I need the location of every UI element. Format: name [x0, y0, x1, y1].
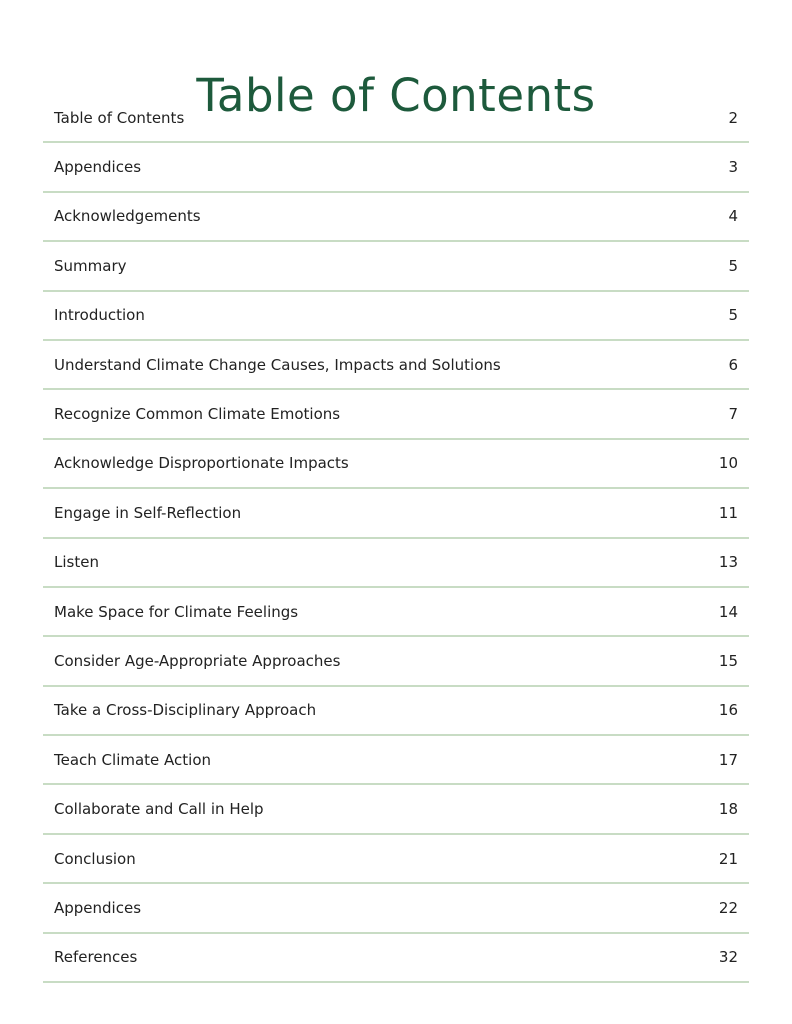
toc-entry-label: Consider Age-Appropriate Approaches — [54, 651, 341, 670]
toc-entry-label: Engage in Self-Reflection — [54, 503, 242, 522]
toc-entry-page: 4 — [728, 207, 738, 226]
toc-entry[interactable] — [43, 489, 749, 538]
toc-entry[interactable] — [43, 588, 749, 637]
toc-entry-page: 21 — [718, 849, 738, 868]
toc-entry-page: 22 — [718, 898, 738, 917]
toc-entry-page: 7 — [728, 405, 738, 424]
toc-entry-page: 16 — [718, 701, 738, 720]
toc-entry[interactable] — [43, 341, 749, 390]
toc-entry-label: Table of Contents — [54, 108, 185, 127]
toc-entry-page: 15 — [718, 651, 738, 670]
toc-entry[interactable] — [43, 440, 749, 489]
toc-entry[interactable] — [43, 390, 749, 439]
toc-entry[interactable] — [43, 736, 749, 785]
toc-entry-page: 10 — [718, 454, 738, 473]
toc-entry-page: 13 — [718, 553, 738, 572]
table-of-contents — [43, 94, 749, 983]
toc-entry-page: 11 — [718, 503, 738, 522]
toc-entry-label: Summary — [54, 256, 127, 275]
toc-entry-label: Recognize Common Climate Emotions — [54, 405, 341, 424]
toc-entry[interactable] — [43, 292, 749, 341]
toc-entry[interactable] — [43, 539, 749, 588]
page-title: Table of Contents — [196, 69, 596, 123]
toc-entry[interactable] — [43, 242, 749, 291]
toc-entry[interactable] — [43, 884, 749, 933]
toc-entry-page: 5 — [728, 306, 738, 325]
toc-entry[interactable] — [43, 785, 749, 834]
toc-entry[interactable] — [43, 637, 749, 686]
toc-entry[interactable] — [43, 193, 749, 242]
toc-entry[interactable] — [43, 94, 749, 143]
toc-entry-label: Acknowledge Disproportionate Impacts — [54, 454, 349, 473]
toc-entry[interactable] — [43, 835, 749, 884]
toc-entry-label: Collaborate and Call in Help — [54, 800, 264, 819]
toc-entry-label: Teach Climate Action — [54, 750, 212, 769]
toc-entry[interactable] — [43, 934, 749, 983]
toc-entry-label: Introduction — [54, 306, 145, 325]
toc-entry-page: 5 — [728, 256, 738, 275]
toc-entry-page: 32 — [718, 948, 738, 967]
toc-entry-label: Appendices — [54, 898, 142, 917]
toc-entry-label: Understand Climate Change Causes, Impacts and Solutions — [54, 355, 501, 374]
toc-entry-label: References — [54, 948, 138, 967]
toc-entry[interactable] — [43, 687, 749, 736]
toc-entry-page: 18 — [718, 800, 738, 819]
toc-entry-label: Take a Cross-Disciplinary Approach — [54, 701, 317, 720]
toc-entry-page: 2 — [728, 108, 738, 127]
toc-entry-label: Appendices — [54, 158, 142, 177]
toc-entry-page: 14 — [718, 602, 738, 621]
toc-entry[interactable] — [43, 143, 749, 192]
toc-entry-page: 17 — [718, 750, 738, 769]
toc-entry-label: Conclusion — [54, 849, 136, 868]
toc-entry-page: 3 — [728, 158, 738, 177]
toc-entry-page: 6 — [728, 355, 738, 374]
toc-entry-label: Listen — [54, 553, 99, 572]
toc-entry-label: Make Space for Climate Feelings — [54, 602, 299, 621]
toc-entry-label: Acknowledgements — [54, 207, 201, 226]
